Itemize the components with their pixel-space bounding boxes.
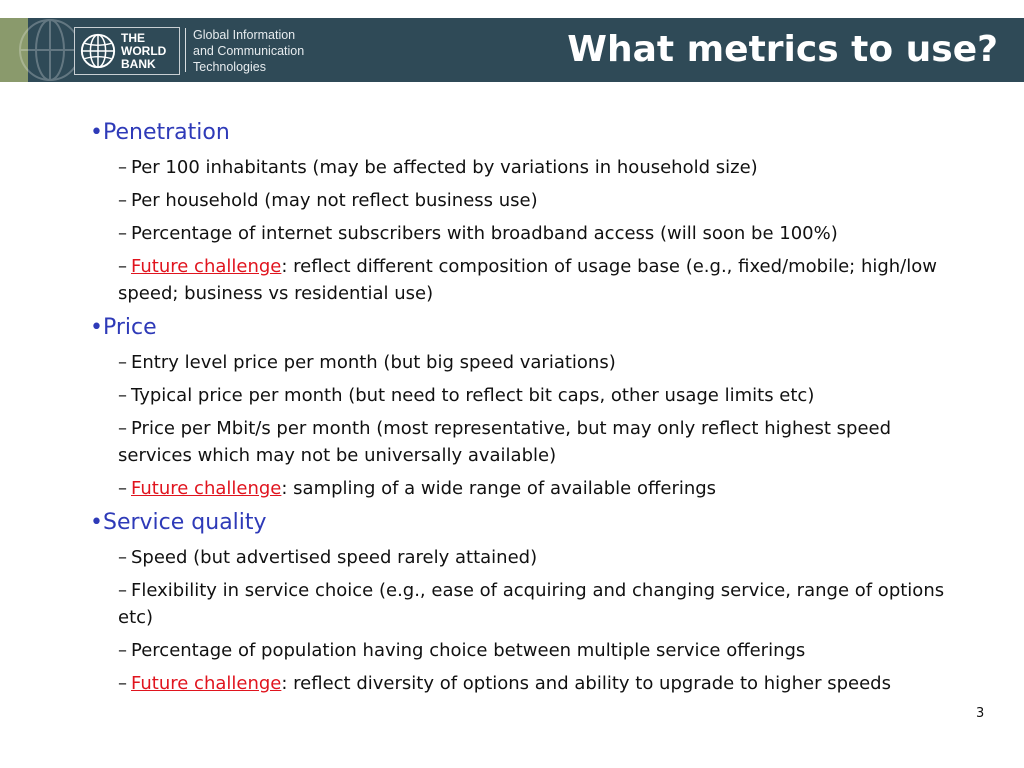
dash-marker: –: [118, 580, 127, 601]
sub-bullet-text: : reflect different composition of usage base (e.g., fixed/mobile; high/low speed; business vs residential use): [118, 256, 937, 304]
bullet-marker: •: [90, 315, 103, 340]
dash-marker: –: [118, 418, 127, 439]
dash-marker: –: [118, 190, 127, 211]
slide-title: What metrics to use?: [567, 29, 998, 70]
sub-bullet: [118, 154, 950, 181]
unit-tagline: Global Information and Communication Technologies: [193, 28, 305, 74]
dash-marker: –: [118, 385, 127, 406]
slide-body: [90, 118, 950, 703]
sub-bullet: [118, 382, 950, 409]
dash-marker: –: [118, 352, 127, 373]
dash-marker: –: [118, 673, 127, 694]
sub-bullet: [118, 670, 950, 697]
bullet-marker: •: [90, 120, 103, 145]
sub-bullet: [118, 253, 950, 307]
section-heading: [90, 313, 950, 343]
section-1: [90, 313, 950, 502]
sub-bullet-text: Percentage of internet subscribers with broadband access (will soon be 100%): [131, 223, 838, 244]
future-challenge-label: Future challenge: [131, 673, 282, 694]
sub-bullet: [118, 544, 950, 571]
sub-bullet: [118, 637, 950, 664]
dash-marker: –: [118, 157, 127, 178]
dash-marker: –: [118, 256, 127, 277]
section-heading-text: Service quality: [102, 510, 267, 535]
sub-bullet-text: Price per Mbit/s per month (most representative, but may only reflect highest speed services which may not be universally available): [118, 418, 892, 466]
sub-bullet: [118, 349, 950, 376]
logo-wordmark: THE WORLD BANK: [121, 31, 167, 71]
sub-bullet: [118, 577, 950, 631]
sub-bullet: [118, 220, 950, 247]
section-0: [90, 118, 950, 307]
sub-bullet-text: : reflect diversity of options and ability to upgrade to higher speeds: [281, 673, 891, 694]
globe-watermark-icon: [18, 18, 82, 82]
sub-bullet: [118, 475, 950, 502]
section-heading: [90, 508, 950, 538]
dash-marker: –: [118, 478, 127, 499]
header-divider: [185, 28, 186, 72]
bullet-marker: •: [90, 510, 103, 535]
dash-marker: –: [118, 640, 127, 661]
sub-bullet-text: Per 100 inhabitants (may be affected by variations in household size): [131, 157, 758, 178]
section-2: [90, 508, 950, 697]
sub-bullet-text: Speed (but advertised speed rarely attained): [131, 547, 538, 568]
slide-header: [0, 18, 1024, 82]
future-challenge-label: Future challenge: [131, 256, 282, 277]
sub-bullet-text: Per household (may not reflect business use): [131, 190, 538, 211]
world-bank-globe-icon: [79, 32, 117, 70]
future-challenge-label: Future challenge: [131, 478, 282, 499]
sub-bullet-text: : sampling of a wide range of available offerings: [281, 478, 717, 499]
sub-bullet-text: Flexibility in service choice (e.g., ease of acquiring and changing service, range of options etc): [118, 580, 945, 628]
world-bank-logo: [74, 27, 180, 75]
sub-bullet-text: Typical price per month (but need to reflect bit caps, other usage limits etc): [131, 385, 815, 406]
dash-marker: –: [118, 547, 127, 568]
sub-bullet: [118, 415, 950, 469]
sub-bullet-text: Entry level price per month (but big speed variations): [131, 352, 616, 373]
sub-bullet: [118, 187, 950, 214]
page-number: 3: [976, 706, 985, 721]
section-heading-text: Price: [102, 315, 157, 340]
sub-bullet-text: Percentage of population having choice between multiple service offerings: [131, 640, 806, 661]
section-heading-text: Penetration: [102, 120, 230, 145]
section-heading: [90, 118, 950, 148]
dash-marker: –: [118, 223, 127, 244]
